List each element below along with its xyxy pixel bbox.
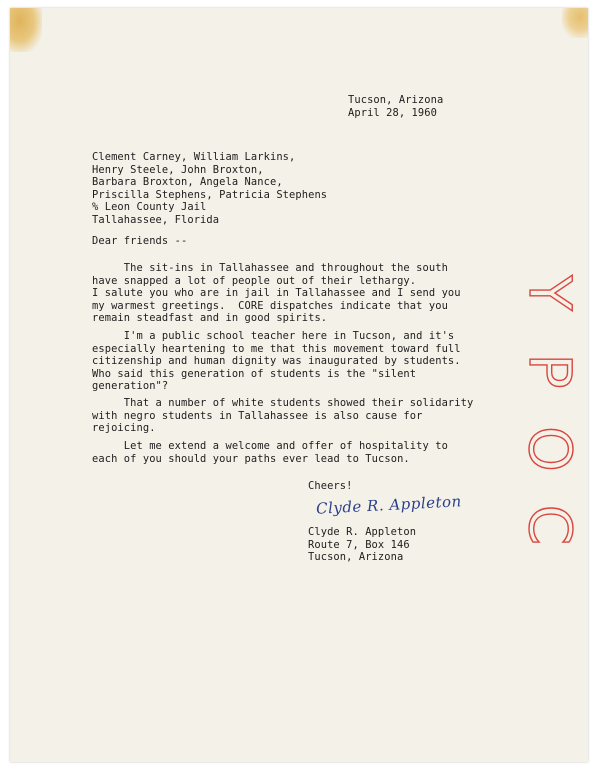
recipient-line: Henry Steele, John Broxton, (92, 163, 264, 176)
place-line: Tucson, Arizona (348, 94, 444, 106)
body-line: rejoicing. (92, 422, 156, 435)
body-line: Who said this generation of students is the "silent (92, 367, 417, 380)
closing: Cheers! (308, 480, 353, 492)
stamp-letter: Y (516, 275, 584, 311)
body-line: especially heartening to me that this movement toward full (92, 342, 461, 355)
recipient-line: Barbara Broxton, Angela Nance, (92, 176, 283, 189)
sender-line: Tucson, Arizona (308, 551, 404, 564)
paragraph-3 (92, 397, 473, 435)
letter-page (10, 8, 588, 762)
paragraph-2 (92, 330, 461, 393)
body-line: citizenship and human dignity was inaugurated by students. (92, 355, 461, 368)
recipient-line: Tallahassee, Florida (92, 213, 220, 226)
body-line: remain steadfast and in good spirits. (92, 312, 328, 325)
stamp-letter: P (516, 353, 584, 389)
recipient-line: Clement Carney, William Larkins, (92, 151, 296, 163)
age-stain-top-right (562, 8, 588, 38)
body-line: The sit-ins in Tallahassee and throughout the south (92, 262, 448, 274)
body-line: Let me extend a welcome and offer of hospitality to (92, 440, 448, 452)
stamp-letter: O (516, 426, 584, 472)
handwritten-signature: Clyde R. Appleton (315, 492, 463, 518)
stamp-letter: C (516, 504, 584, 546)
body-line: I'm a public school teacher here in Tucson, and it's (92, 330, 455, 342)
body-line: have snapped a lot of people out of their lethargy. (92, 274, 417, 287)
body-line: That a number of white students showed their solidarity (92, 397, 474, 409)
salutation: Dear friends -- (92, 235, 188, 247)
age-stain-top-left (10, 8, 42, 52)
recipient-address (92, 151, 327, 227)
date-line: April 28, 1960 (348, 106, 437, 119)
recipient-line: Priscilla Stephens, Patricia Stephens (92, 188, 328, 201)
body-line: my warmest greetings. CORE dispatches indicate that you (92, 299, 448, 312)
letter-heading (348, 94, 443, 119)
body-line: with negro students in Tallahassee is also cause for (92, 409, 423, 422)
paragraph-1 (92, 262, 461, 325)
recipient-line: % Leon County Jail (92, 201, 207, 214)
paragraph-4 (92, 440, 448, 465)
copy-stamp (516, 258, 584, 558)
sender-address (308, 526, 416, 564)
sender-line: Clyde R. Appleton (308, 526, 417, 538)
body-line: I salute you who are in jail in Tallahassee and I send you (92, 287, 461, 300)
sender-line: Route 7, Box 146 (308, 538, 410, 551)
body-line: each of you should your paths ever lead to Tucson. (92, 452, 410, 465)
body-line: generation"? (92, 380, 169, 393)
